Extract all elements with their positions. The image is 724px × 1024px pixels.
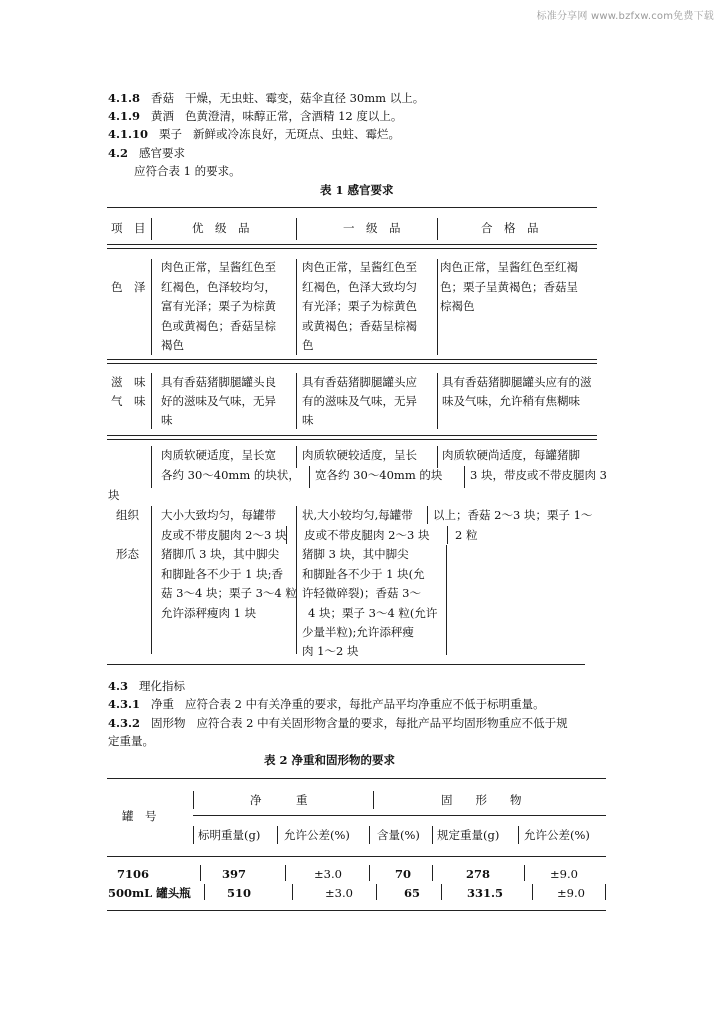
column-separator: [296, 259, 297, 355]
column-separator: [437, 259, 438, 355]
clause-number: 4.3: [108, 679, 129, 693]
clause-title: 黄酒: [150, 109, 174, 123]
table1-header-youji: 优 级 品: [192, 221, 250, 235]
clause-4-3: [108, 681, 185, 693]
cell-text: 猪脚爪 3 块，其中脚尖: [161, 547, 280, 561]
cell-text: 和脚趾各不少于 1 块;香: [161, 567, 284, 581]
cell-text: 具有香菇猪脚腿罐头应: [302, 375, 417, 389]
table2-sub-header: 含量(%): [377, 828, 420, 842]
cell-text: 肉色正常，呈酱红色至: [302, 260, 417, 274]
cell-text: 各约 30～40mm 的块状，: [161, 468, 300, 482]
column-separator: [376, 884, 377, 900]
cell-text: 红褐色，色泽大致均匀: [302, 280, 417, 294]
column-separator: [193, 791, 194, 809]
column-separator: [151, 259, 152, 355]
clause-text: 干燥，无虫蛀、霉变，菇伞直径 30mm 以上。: [184, 91, 425, 105]
column-separator: [432, 865, 433, 881]
cell-text: 肉质软硬适度，呈长宽: [161, 448, 276, 462]
cell-text: 色: [302, 338, 314, 352]
cell-text: 或黄褐色；香菇呈棕褐: [302, 319, 417, 333]
column-separator: [427, 506, 428, 524]
cell-text: 以上；香菇 2～3 块；栗子 1～: [433, 508, 593, 522]
table2-header-can: 罐 号: [122, 809, 157, 823]
column-separator: [437, 218, 438, 240]
table1-header-yiji: 一 级 品: [343, 221, 401, 235]
row-item-smell: 气 味: [111, 394, 146, 408]
table2-cell-solid-tol: ±9.0: [550, 867, 578, 881]
table2-cell-solid: 278: [466, 867, 491, 881]
cell-text: 味: [302, 413, 314, 427]
column-separator: [151, 373, 152, 429]
clause-4-3-1: [108, 699, 545, 711]
cell-text: 肉质软硬较适度，呈长: [302, 448, 417, 462]
clause-title: 感官要求: [138, 146, 185, 160]
table1-bottom-rule: [107, 664, 585, 665]
column-separator: [193, 826, 194, 844]
column-separator: [464, 466, 465, 488]
clause-number: 4.1.9: [108, 109, 141, 123]
table2-sub-rule: [193, 815, 606, 816]
clause-text: 新鲜或冷冻良好，无斑点、虫蛀、霉烂。: [192, 127, 400, 141]
table2-cell-content: 70: [395, 867, 412, 881]
table2-sub-header: 允许公差(%): [524, 828, 590, 842]
row-item-texture: 组织: [116, 508, 139, 522]
clause-4-2: [108, 148, 185, 160]
clause-number: 4.1.10: [108, 127, 149, 141]
column-separator: [200, 865, 201, 881]
clause-title: 固形物: [150, 716, 186, 730]
clause-text: 应符合表 2 中有关固形物含量的要求，每批产品平均固形物重应不低于规: [196, 716, 568, 730]
table2-cell-can: 7106: [117, 867, 150, 881]
table2-cell-net: 397: [222, 867, 247, 881]
column-separator: [518, 826, 519, 844]
cell-text: 块: [108, 488, 120, 502]
clause-title: 香菇: [150, 91, 174, 105]
table1-row-rule: [107, 435, 597, 436]
clause-4-3-2: [108, 718, 568, 730]
column-separator: [441, 884, 442, 900]
cell-text: 宽各约 30～40mm 的块: [315, 468, 443, 482]
clause-text: 应符合表 2 中有关净重的要求，每批产品平均净重应不低于标明重量。: [184, 697, 545, 711]
clause-text: 色黄澄清，味醇正常，含酒精 12 度以上。: [184, 109, 403, 123]
cell-text: 具有香菇猪脚腿罐头应有的滋: [442, 375, 592, 389]
cell-text: 猪脚 3 块，其中脚尖: [302, 547, 409, 561]
table2-cell-can: 500mL 罐头瓶: [108, 886, 191, 900]
table1-top-rule: [107, 207, 597, 208]
clause-number: 4.3.1: [108, 697, 141, 711]
clause-title: 净重: [150, 697, 174, 711]
cell-text: 皮或不带皮腿肉 2～3 块: [304, 528, 430, 542]
cell-text: 许轻微碎裂)；香菇 3～: [302, 586, 421, 600]
table2-cell-net-tol: ±3.0: [325, 886, 353, 900]
column-separator: [151, 446, 152, 488]
cell-text: 肉色正常，呈酱红色至: [161, 260, 276, 274]
table2-header-net: 净 重: [250, 793, 308, 807]
column-separator: [292, 884, 293, 900]
table2-sub-header: 允许公差(%): [284, 828, 350, 842]
table2-cell-content: 65: [404, 886, 421, 900]
cell-text: 状,大小较均匀,每罐带: [302, 508, 413, 522]
column-separator: [605, 884, 606, 900]
clause-title: 理化指标: [138, 679, 185, 693]
column-separator: [446, 545, 447, 655]
column-separator: [151, 506, 152, 654]
table2-cell-solid: 331.5: [467, 886, 504, 900]
cell-text: 肉色正常，呈酱红色至红褐: [440, 260, 578, 274]
cell-text: 具有香菇猪脚腿罐头良: [161, 375, 276, 389]
column-separator: [524, 865, 525, 881]
table1-caption: 表 1 感官要求: [320, 183, 394, 197]
cell-text: 好的滋味及气味，无异: [161, 394, 276, 408]
table2-cell-net-tol: ±3.0: [314, 867, 342, 881]
clause-4-2-text: 应符合表 1 的要求。: [134, 164, 241, 178]
cell-text: 棕褐色: [440, 299, 475, 313]
table2-cell-solid-tol: ±9.0: [557, 886, 585, 900]
cell-text: 富有光泽；栗子为棕黄: [161, 299, 276, 313]
cell-text: 肉 1～2 块: [302, 644, 359, 658]
cell-text: 有的滋味及气味，无异: [302, 394, 417, 408]
table1-row-rule: [107, 439, 597, 440]
cell-text: 皮或不带皮腿肉 2～3 块: [161, 528, 287, 542]
table2-sub-header: 标明重量(g): [198, 828, 261, 842]
column-separator: [309, 466, 310, 488]
column-separator: [432, 826, 433, 844]
row-item-taste: 滋 味: [111, 375, 146, 389]
column-separator: [437, 446, 438, 468]
clause-number: 4.3.2: [108, 716, 141, 730]
clause-number: 4.1.8: [108, 91, 141, 105]
table2-sub-header: 规定重量(g): [437, 828, 500, 842]
cell-text: 味及气味，允许稍有焦糊味: [442, 394, 580, 408]
column-separator: [373, 791, 374, 809]
cell-text: 允许添秤瘦肉 1 块: [161, 606, 257, 620]
cell-text: 4 块；栗子 3～4 粒(允许: [308, 606, 438, 620]
cell-text: 色；栗子呈黄褐色；香菇呈: [440, 280, 578, 294]
column-separator: [437, 373, 438, 429]
table2-header-solid: 固 形 物: [441, 793, 522, 807]
row-item-colour: 色 泽: [111, 280, 146, 294]
table1-header-hege: 合 格 品: [481, 221, 539, 235]
cell-text: 2 粒: [455, 528, 478, 542]
cell-text: 大小大致均匀，每罐带: [161, 508, 276, 522]
cell-text: 肉质软硬尚适度，每罐猪脚: [442, 448, 580, 462]
table2-header-rule: [107, 856, 606, 857]
cell-text: 少量半粒);允许添秤瘦: [302, 625, 414, 639]
column-separator: [296, 506, 297, 654]
cell-text: 色或黄褐色；香菇呈棕: [161, 319, 276, 333]
clause-4-1-10: [108, 129, 400, 141]
table2-bottom-rule: [107, 910, 606, 911]
cell-text: 褐色: [161, 338, 184, 352]
column-separator: [204, 884, 205, 900]
column-separator: [296, 373, 297, 429]
column-separator: [369, 826, 370, 844]
table2-caption: 表 2 净重和固形物的要求: [264, 753, 396, 767]
cell-text: 菇 3～4 块；栗子 3～4 粒: [161, 586, 297, 600]
column-separator: [285, 865, 286, 881]
watermark: 标准分享网 www.bzfxw.com免费下载: [536, 11, 714, 22]
table1-row-rule: [107, 248, 597, 249]
cell-text: 红褐色，色泽较均匀，: [161, 280, 276, 294]
table2-cell-net: 510: [227, 886, 252, 900]
table1-row-rule: [107, 363, 597, 364]
column-separator: [532, 884, 533, 900]
column-separator: [277, 826, 278, 844]
clause-4-3-2-cont: 定重量。: [108, 734, 154, 748]
table2-top-rule: [107, 778, 606, 779]
table1-header-item: 项 目: [111, 221, 146, 235]
clause-number: 4.2: [108, 146, 129, 160]
column-separator: [296, 218, 297, 240]
cell-text: 味: [161, 413, 173, 427]
column-separator: [369, 865, 370, 881]
row-item-shape: 形态: [116, 547, 139, 561]
column-separator: [447, 526, 448, 544]
clause-4-1-8: [108, 93, 424, 105]
column-separator: [151, 218, 152, 240]
cell-text: 有光泽；栗子为棕黄色: [302, 299, 417, 313]
column-separator: [296, 446, 297, 468]
clause-title: 栗子: [158, 127, 182, 141]
cell-text: 和脚趾各不少于 1 块(允: [302, 567, 425, 581]
table1-row-rule: [107, 359, 597, 360]
cell-text: 3 块，带皮或不带皮腿肉 3: [470, 468, 607, 482]
table1-row-rule: [107, 244, 597, 245]
clause-4-1-9: [108, 111, 402, 123]
